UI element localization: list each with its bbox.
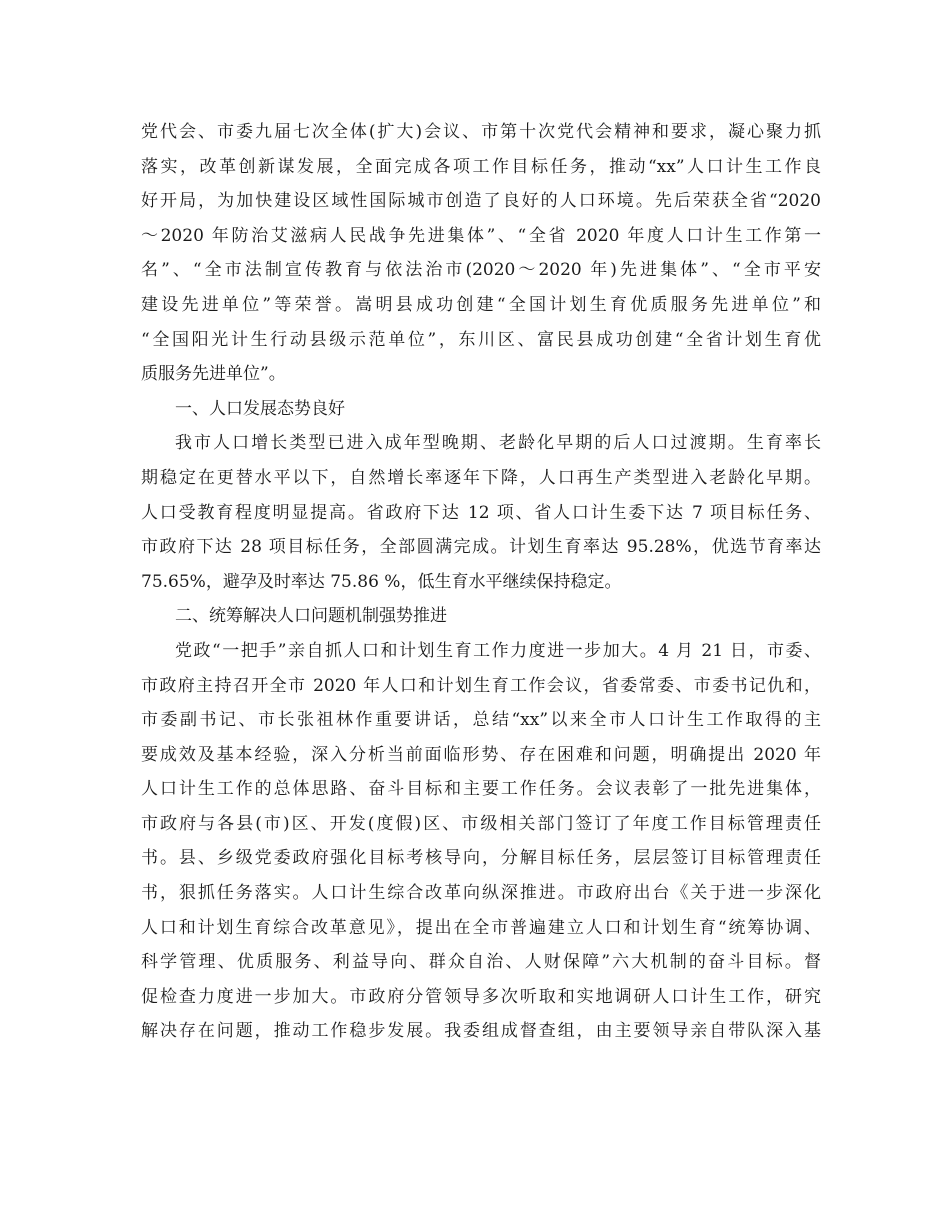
paragraph-line: “全国阳光计生行动县级示范单位”，东川区、富民县成功创建“全省计划生育优: [141, 329, 821, 350]
paragraph-line: 期稳定在更替水平以下，自然增长率逐年下降，人口再生产类型进入老龄化早期。: [141, 467, 821, 488]
paragraph-line: 市政府与各县(市)区、开发(度假)区、市级相关部门签订了年度工作目标管理责任: [141, 813, 821, 834]
section-heading: 二、统筹解决人口问题机制强势推进: [175, 606, 447, 627]
paragraph-line: 市政府主持召开全市 2020 年人口和计划生育工作会议，省委常委、市委书记仇和，: [141, 675, 821, 696]
paragraph-line: 书。县、乡级党委政府强化目标考核导向，分解目标任务，层层签订目标管理责任: [141, 848, 821, 869]
paragraph-line: ～2020 年防治艾滋病人民战争先进集体”、“全省 2020 年度人口计生工作第一: [141, 225, 821, 246]
paragraph-line: 名”、“全市法制宣传教育与依法治市(2020～2020 年)先进集体”、“全市平安: [141, 260, 821, 281]
paragraph-line: 质服务先进单位”。: [141, 364, 286, 385]
paragraph-line: 党代会、市委九届七次全体(扩大)会议、市第十次党代会精神和要求，凝心聚力抓: [141, 122, 821, 142]
paragraph-line: 75.65%，避孕及时率达 75.86 %，低生育水平继续保持稳定。: [141, 571, 622, 592]
paragraph-line: 人口受教育程度明显提高。省政府下达 12 项、省人口计生委下达 7 项目标任务、: [141, 502, 821, 523]
paragraph-line: 市委副书记、市长张祖林作重要讲话，总结“xx”以来全市人口计生工作取得的主: [141, 710, 821, 731]
document-body: [141, 115, 821, 1049]
paragraph-line: 科学管理、优质服务、利益导向、群众自治、人财保障”六大机制的奋斗目标。督: [141, 952, 821, 973]
paragraph-line: 书，狠抓任务落实。人口计生综合改革向纵深推进。市政府出台《关于进一步深化: [141, 883, 821, 904]
paragraph-line: 人口计生工作的总体思路、奋斗目标和主要工作任务。会议表彰了一批先进集体，: [141, 779, 821, 800]
paragraph-line: 市政府下达 28 项目标任务，全部圆满完成。计划生育率达 95.28%，优选节育率达: [141, 537, 821, 558]
section-heading: 一、人口发展态势良好: [175, 398, 345, 419]
paragraph-line: 要成效及基本经验，深入分析当前面临形势、存在困难和问题，明确提出 2020 年: [141, 744, 821, 765]
paragraph-line: 建设先进单位”等荣誉。嵩明县成功创建“全国计划生育优质服务先进单位”和: [141, 294, 821, 315]
paragraph-line: 解决存在问题，推动工作稳步发展。我委组成督查组，由主要领导亲自带队深入基: [141, 1021, 821, 1042]
paragraph-line: 党政“一把手”亲自抓人口和计划生育工作力度进一步加大。4 月 21 日，市委、: [175, 640, 821, 661]
paragraph-line: 促检查力度进一步加大。市政府分管领导多次听取和实地调研人口计生工作，研究: [141, 986, 821, 1007]
paragraph-line: 人口和计划生育综合改革意见》，提出在全市普遍建立人口和计划生育“统筹协调、: [141, 917, 821, 938]
paragraph-line: 落实，改革创新谋发展，全面完成各项工作目标任务，推动“xx”人口计生工作良: [141, 156, 821, 177]
paragraph-line: 我市人口增长类型已进入成年型晚期、老龄化早期的后人口过渡期。生育率长: [175, 433, 821, 454]
paragraph-line: 好开局，为加快建设区域性国际城市创造了良好的人口环境。先后荣获全省“2020: [141, 191, 821, 212]
